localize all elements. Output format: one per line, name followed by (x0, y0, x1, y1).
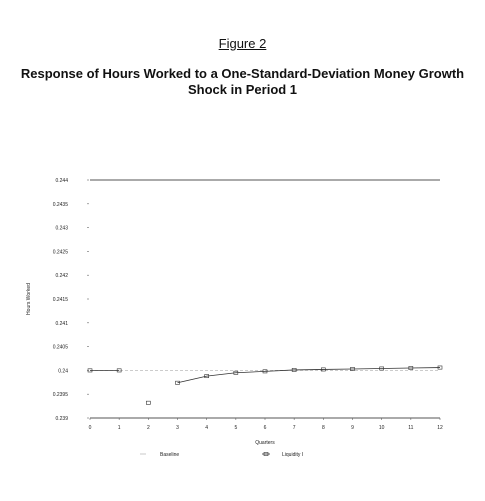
y-tick-label: 0.239 (55, 416, 68, 422)
data-point-marker (146, 401, 150, 404)
x-tick-label: 6 (263, 425, 267, 431)
y-tick-label: 0.242 (55, 273, 68, 280)
y-tick-label: 0.2425 (52, 249, 68, 256)
x-tick-label: 10 (378, 425, 385, 431)
x-tick-label: 5 (234, 425, 238, 431)
x-tick-label: 3 (176, 425, 179, 431)
y-axis-label: Hours Worked (26, 283, 32, 315)
x-tick-label: 7 (292, 425, 296, 431)
x-tick-label: 1 (117, 425, 121, 431)
x-axis-ticks (89, 418, 443, 431)
x-tick-label: 0 (88, 425, 92, 431)
x-tick-label: 2 (146, 425, 150, 431)
y-tick-label: 0.2415 (52, 297, 68, 303)
y-tick-label: 0.241 (55, 320, 68, 327)
x-tick-label: 9 (351, 425, 354, 431)
y-tick-label: 0.24 (58, 368, 68, 375)
series-group (88, 366, 442, 404)
x-tick-label: 4 (205, 425, 209, 431)
x-tick-label: 11 (408, 425, 414, 431)
figure-label: Figure 2 (218, 36, 267, 51)
legend (140, 452, 303, 458)
x-tick-label: 12 (437, 425, 443, 431)
y-tick-label: 0.2405 (52, 344, 68, 351)
x-axis-label: Quarters (255, 440, 275, 446)
y-tick-label: 0.2435 (52, 201, 68, 208)
x-tick-label: 8 (321, 425, 325, 431)
chart-title-line1: Response of Hours Worked to a One-Standard-Deviation Money Growth (20, 66, 465, 81)
y-axis-ticks (53, 178, 89, 422)
series-line-liquidity-b (178, 368, 441, 383)
y-tick-label: 0.243 (55, 225, 68, 232)
y-tick-label: 0.2395 (52, 392, 68, 399)
legend-label: Baseline (160, 452, 180, 458)
chart-title-line2: Shock in Period 1 (187, 82, 298, 97)
y-tick-label: 0.244 (55, 178, 68, 184)
legend-label: Liquidity I (282, 452, 304, 458)
